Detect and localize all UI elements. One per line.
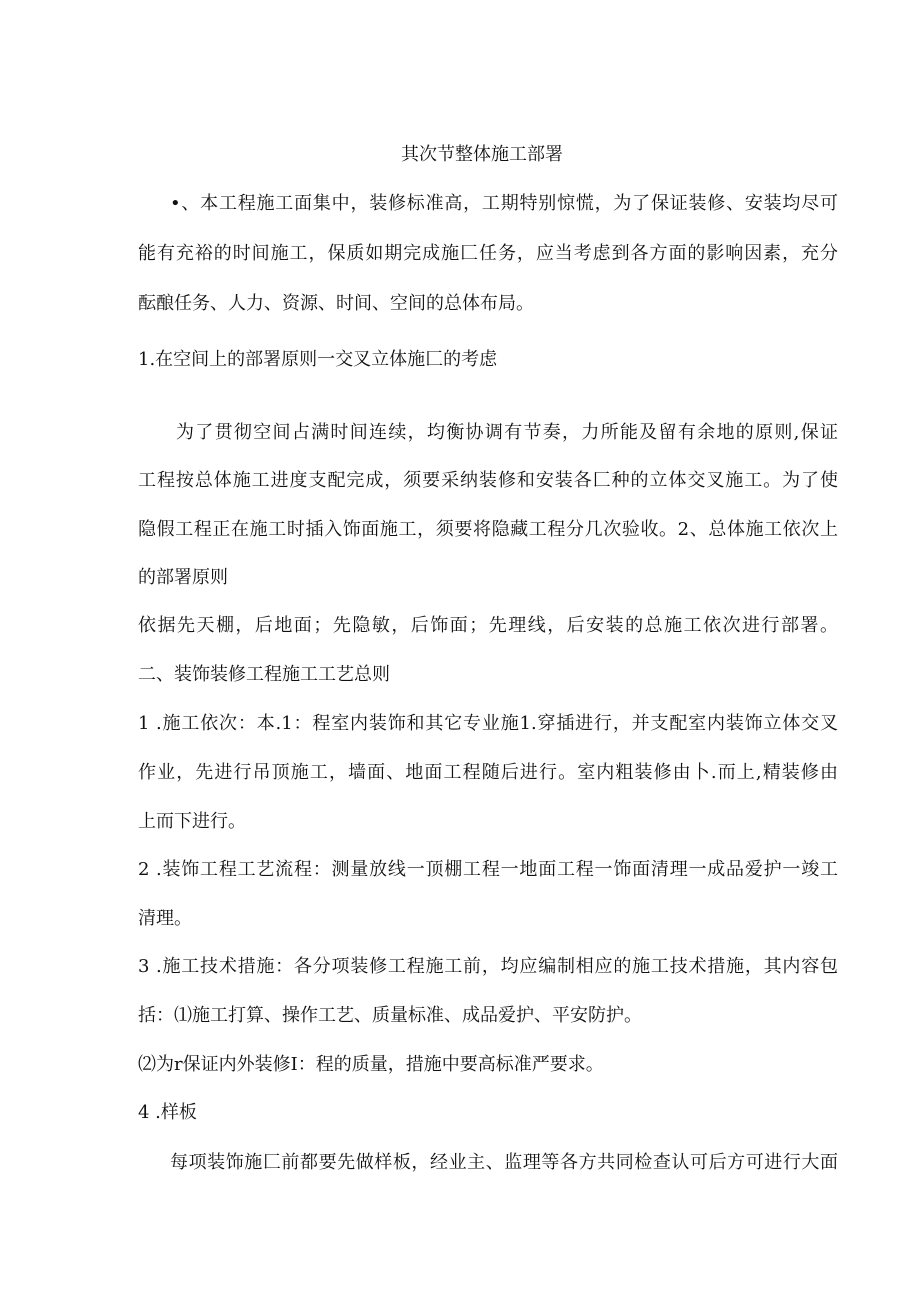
list-item-line: 3 .施工技术措施：各分项装修工程施工前，均应编制相应的施工技术措施，其内容包 (138, 956, 838, 977)
list-item-line: 括：⑴施工打算、操作工艺、质量标准、成品爱护、平安防护。 (138, 1005, 642, 1026)
paragraph-line: 能有充裕的时间施工，保质如期完成施匚任务，应当考虑到各方面的影响因素，充分 (138, 243, 838, 264)
paragraph-line: 的部署原则 (138, 567, 228, 588)
paragraph-line: 每项装饰施匚前都要先做样板，经业主、监理等各方共同检查认可后方可进行大面 (170, 1152, 838, 1173)
list-item-line: 作业，先进行吊顶施工，墙面、地面工程随后进行。室内粗装修由卜.而上,精装修由 (138, 762, 838, 783)
list-item-line: 上而下进行。 (138, 811, 246, 832)
list-item-line: 清理。 (138, 908, 192, 929)
section-heading: 1.在空间上的部署原则一交叉立体施匚的考虑 (138, 349, 498, 370)
list-item-line: 2 .装饰工程工艺流程：测量放线一顶棚工程一地面工程一饰面清理一成品爱护一竣工 (138, 859, 838, 880)
paragraph-line: 依据先天棚，后地面；先隐敏，后饰面；先理线，后安装的总施工依次进行部署。 (138, 615, 838, 636)
list-item-line: ⑵为r保证内外装修I：程的质量，措施中要高标准严要求。 (138, 1054, 604, 1075)
section-heading: 二、装饰装修工程施工工艺总则 (138, 664, 390, 685)
paragraph-line: 为了贯彻空间占满时间连续，均衡协调有节奏，力所能及留有余地的原则,保证 (176, 422, 838, 443)
list-item-line: 1 .施工依次：本.1：程室内装饰和其它专业施1.穿插进行，并支配室内装饰立体交叉 (138, 713, 838, 734)
paragraph-line: 酝酿任务、人力、资源、时间、空间的总体布局。 (138, 293, 534, 314)
paragraph-line: •、本工程施工面集中，装修标准高，工期特别惊慌，为了保证装修、安装均尽可 (170, 193, 838, 214)
page-title: 其次节整体施工部署 (401, 144, 563, 165)
list-item-line: 4 .样板 (138, 1102, 197, 1123)
paragraph-line: 隐假工程正在施工时插入饰面施工，须要将隐藏工程分几次验收。2、总体施工依次上 (138, 519, 838, 540)
paragraph-line: 工程按总体施工进度支配完成，须要采纳装修和安装各匚种的立体交叉施工。为了使 (138, 470, 838, 491)
